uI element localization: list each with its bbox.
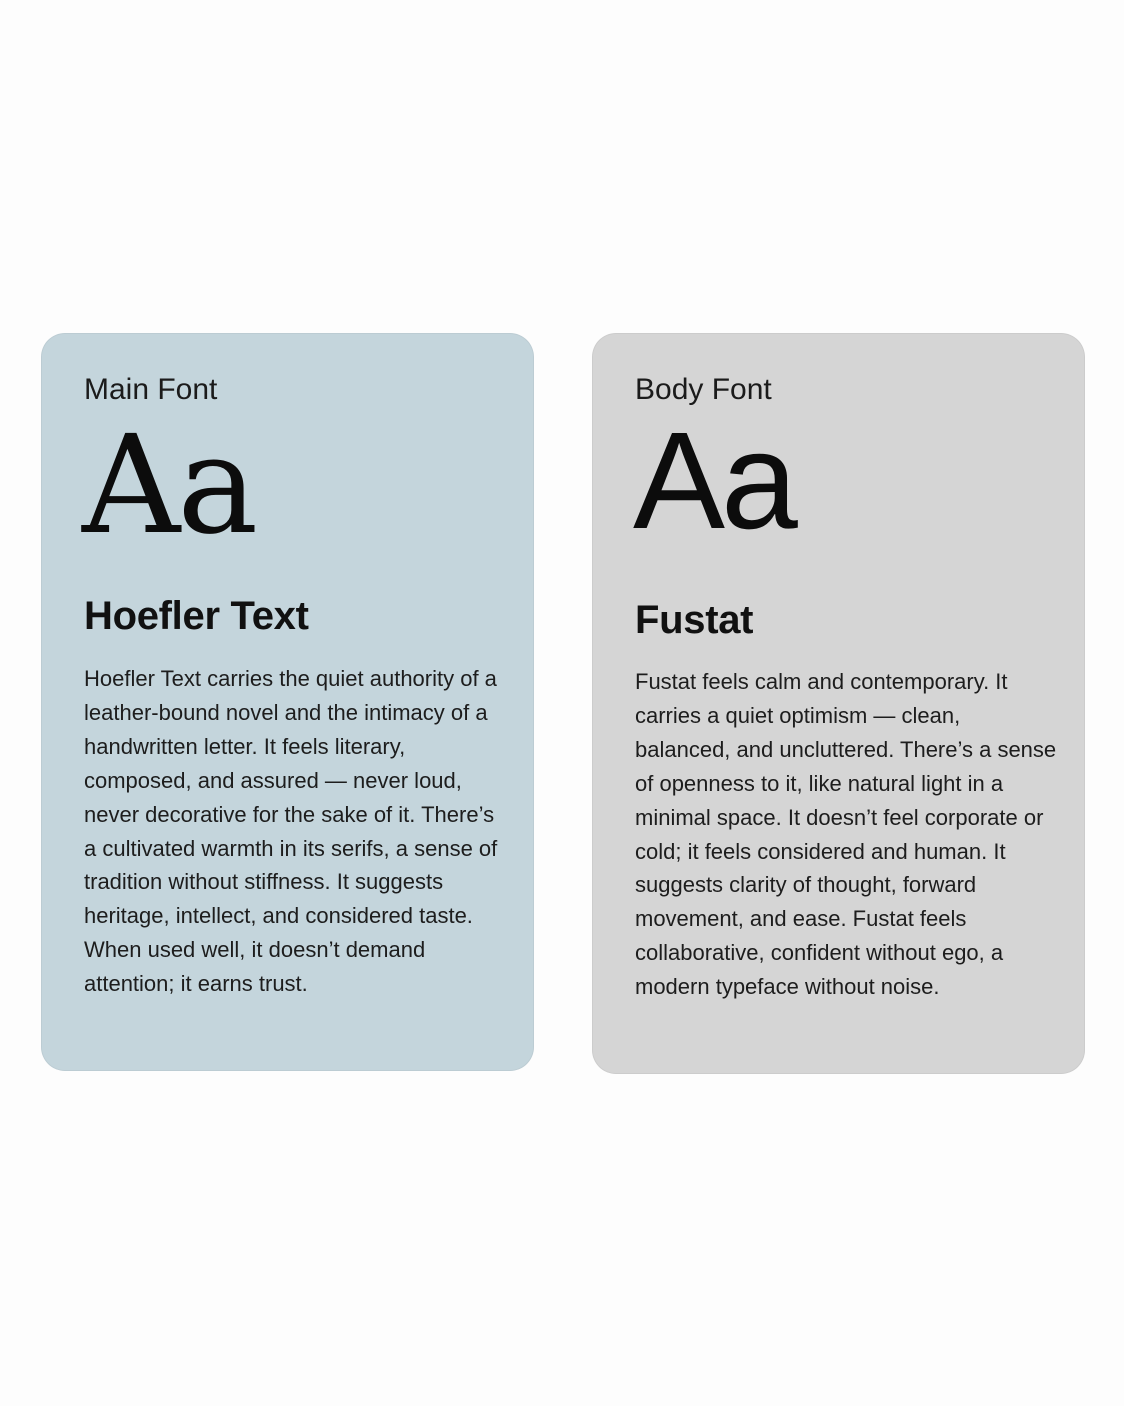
- body-font-label: Body Font: [635, 373, 772, 406]
- main-font-label: Main Font: [84, 373, 218, 406]
- main-font-description: Hoefler Text carries the quiet authority of a leather-bound novel and the intimacy of a handwritten letter. It feels literary, composed, and assured — never loud, never decorative for the sake of it. There’s a cultivated warmth in its serifs, a sense of tradition without stiffness. It suggests heritage, intellect, and considered taste. When used well, it doesn’t demand attention; it earns trust.: [84, 666, 498, 997]
- body-font-card: [592, 333, 1085, 1074]
- body-font-name: Fustat: [635, 598, 754, 642]
- body-font-sample: Aa: [633, 404, 794, 558]
- main-font-card: [41, 333, 534, 1071]
- main-font-sample: Aa: [82, 407, 256, 565]
- body-font-description: Fustat feels calm and contemporary. It carries a quiet optimism — clean, balanced, and uncluttered. There’s a sense of openness to it, like natural light in a minimal space. It doesn’t feel corporate or cold; it feels considered and human. It suggests clarity of thought, forward movement, and ease. Fustat feels collaborative, confident without ego, a modern typeface without noise.: [635, 669, 1057, 1000]
- main-font-name: Hoefler Text: [84, 594, 309, 638]
